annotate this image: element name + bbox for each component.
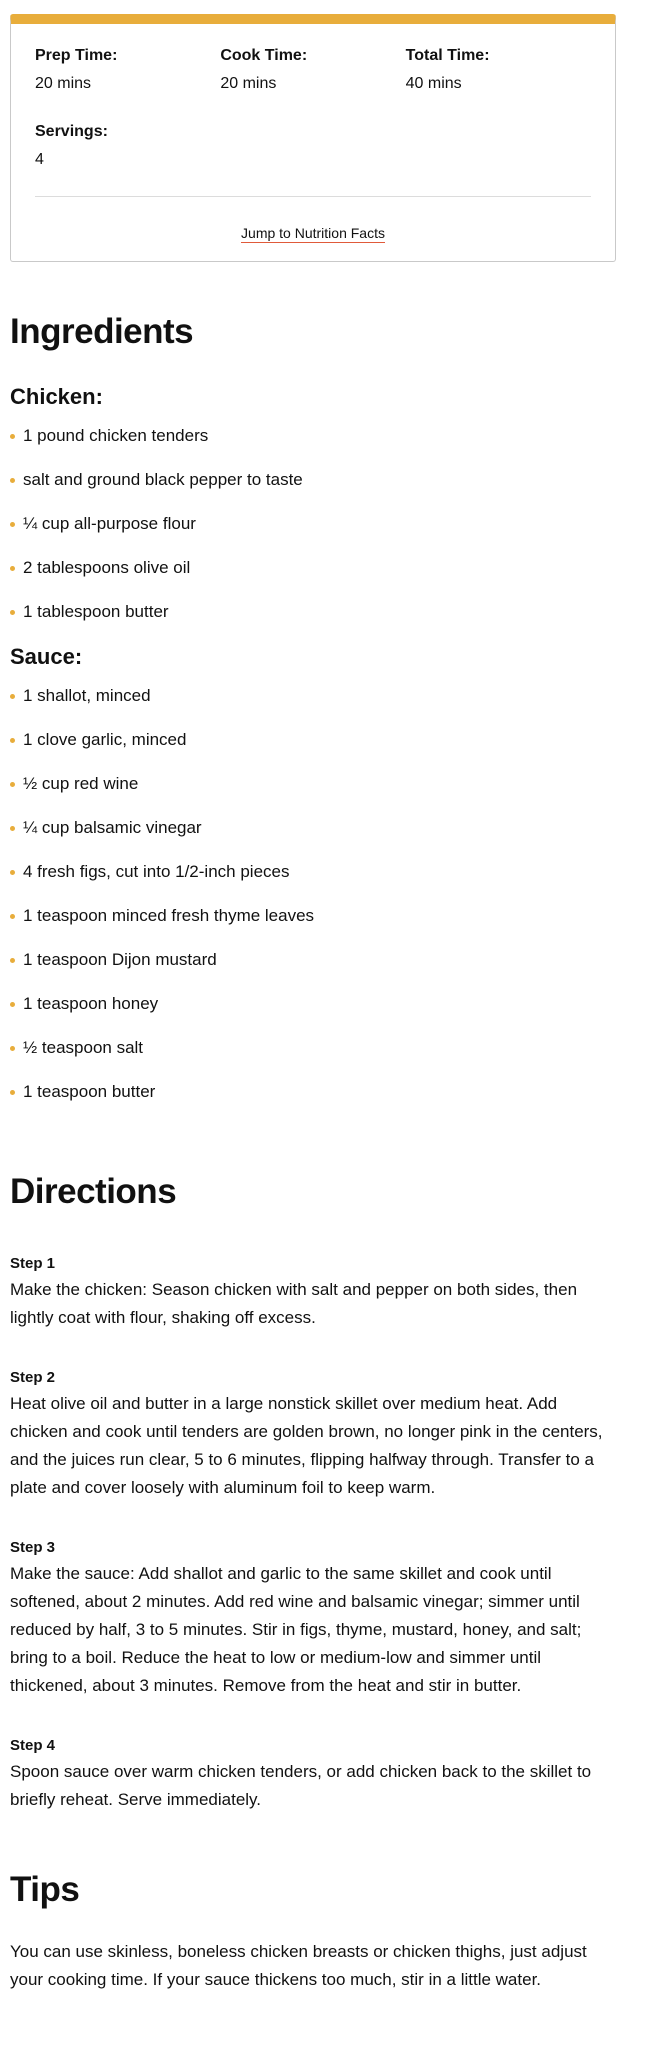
ingredient-text: 1 tablespoon butter (23, 602, 169, 621)
ingredient-item (10, 684, 647, 708)
ingredient-text: ¼ cup all-purpose flour (23, 514, 196, 533)
total-time (406, 46, 591, 94)
ingredient-text: salt and ground black pepper to taste (23, 470, 303, 489)
ingredient-item (10, 424, 647, 448)
bullet-icon (10, 1046, 15, 1051)
step-label: Step 1 (10, 1255, 56, 1272)
ingredient-list-sauce (10, 684, 647, 1104)
ingredient-text: 2 tablespoons olive oil (23, 558, 191, 577)
tips-text: You can use skinless, boneless chicken breasts or chicken thighs, just adjust your cooking time. If your sauce thickens too much, stir in a little water. (10, 1942, 587, 1989)
prep-time-label: Prep Time: (35, 47, 118, 64)
ingredient-item (10, 1036, 647, 1060)
bullet-icon (10, 522, 15, 527)
prep-time-value: 20 mins (35, 75, 92, 92)
bullet-icon (10, 610, 15, 615)
ingredient-text: 1 teaspoon minced fresh thyme leaves (23, 906, 315, 925)
ingredient-item (10, 468, 647, 492)
ingredient-group-title-sauce: Sauce: (10, 644, 83, 669)
servings-row (35, 122, 591, 170)
prep-time (35, 46, 220, 94)
jump-to-nutrition (35, 225, 591, 241)
step-label: Step 4 (10, 1737, 56, 1754)
bullet-icon (10, 782, 15, 787)
step-label: Step 2 (10, 1369, 56, 1386)
ingredient-text: 1 teaspoon Dijon mustard (23, 950, 217, 969)
ingredient-text: 4 fresh figs, cut into 1/2-inch pieces (23, 862, 290, 881)
ingredient-text: 1 pound chicken tenders (23, 426, 209, 445)
recipe-meta-card (10, 14, 616, 262)
step-text: Heat olive oil and butter in a large nonstick skillet over medium heat. Add chicken and cook until tenders are golden brown, no longer pink in the centers, and the juices run clear, 5 to 6 minutes, flipping halfway through. Transfer to a plate and cover loosely with aluminum foil to keep warm. (10, 1394, 603, 1497)
ingredients-heading: Ingredients (10, 312, 194, 351)
step-text: Spoon sauce over warm chicken tenders, or add chicken back to the skillet to briefly reheat. Serve immediately. (10, 1762, 592, 1809)
ingredient-item (10, 860, 647, 884)
ingredient-item (10, 728, 647, 752)
cook-time (220, 46, 405, 94)
directions-list (10, 1254, 647, 1814)
step-text: Make the sauce: Add shallot and garlic to the same skillet and cook until softened, about 2 minutes. Add red wine and balsamic vinegar; simmer until reduced by half, 3 to 5 minutes. Stir in figs, thyme, mustard, honey, and salt; bring to a boil. Reduce the heat to low or medium-low and simmer until thickened, about 3 minutes. Remove from the heat and stir in butter. (10, 1564, 582, 1695)
ingredient-text: ½ teaspoon salt (23, 1038, 144, 1057)
ingredient-text: 1 teaspoon honey (23, 994, 159, 1013)
ingredient-list-chicken (10, 424, 647, 624)
bullet-icon (10, 694, 15, 699)
servings-label: Servings: (35, 123, 108, 140)
ingredient-item (10, 772, 647, 796)
directions-heading: Directions (10, 1172, 177, 1211)
bullet-icon (10, 566, 15, 571)
bullet-icon (10, 434, 15, 439)
tips-heading: Tips (10, 1870, 80, 1909)
total-time-value: 40 mins (405, 75, 462, 92)
step-label: Step 3 (10, 1539, 56, 1556)
cook-time-value: 20 mins (220, 75, 277, 92)
ingredient-item (10, 904, 647, 928)
ingredient-item (10, 556, 647, 580)
ingredient-group-title-chicken: Chicken: (10, 384, 103, 409)
servings (35, 122, 227, 170)
bullet-icon (10, 1002, 15, 1007)
ingredient-text: 1 clove garlic, minced (23, 730, 187, 749)
direction-step (10, 1538, 647, 1700)
bullet-icon (10, 958, 15, 963)
direction-step (10, 1368, 647, 1502)
ingredient-item (10, 600, 647, 624)
direction-step (10, 1736, 647, 1814)
step-text: Make the chicken: Season chicken with salt and pepper on both sides, then lightly coat with flour, shaking off excess. (10, 1280, 578, 1327)
ingredient-text: 1 shallot, minced (23, 686, 151, 705)
cook-time-label: Cook Time: (220, 47, 308, 64)
bullet-icon (10, 738, 15, 743)
bullet-icon (10, 826, 15, 831)
ingredient-item (10, 992, 647, 1016)
bullet-icon (10, 870, 15, 875)
ingredient-item (10, 1080, 647, 1104)
bullet-icon (10, 1090, 15, 1095)
ingredient-item (10, 816, 647, 840)
ingredient-item (10, 948, 647, 972)
bullet-icon (10, 478, 15, 483)
ingredient-text: ¼ cup balsamic vinegar (23, 818, 202, 837)
jump-to-nutrition-link[interactable]: Jump to Nutrition Facts (241, 225, 385, 241)
direction-step (10, 1254, 647, 1332)
bullet-icon (10, 914, 15, 919)
total-time-label: Total Time: (405, 47, 490, 64)
servings-value: 4 (35, 151, 44, 168)
ingredient-text: ½ cup red wine (23, 774, 139, 793)
ingredient-item (10, 512, 647, 536)
time-row (35, 46, 591, 94)
ingredient-text: 1 teaspoon butter (23, 1082, 156, 1101)
divider (35, 196, 591, 197)
